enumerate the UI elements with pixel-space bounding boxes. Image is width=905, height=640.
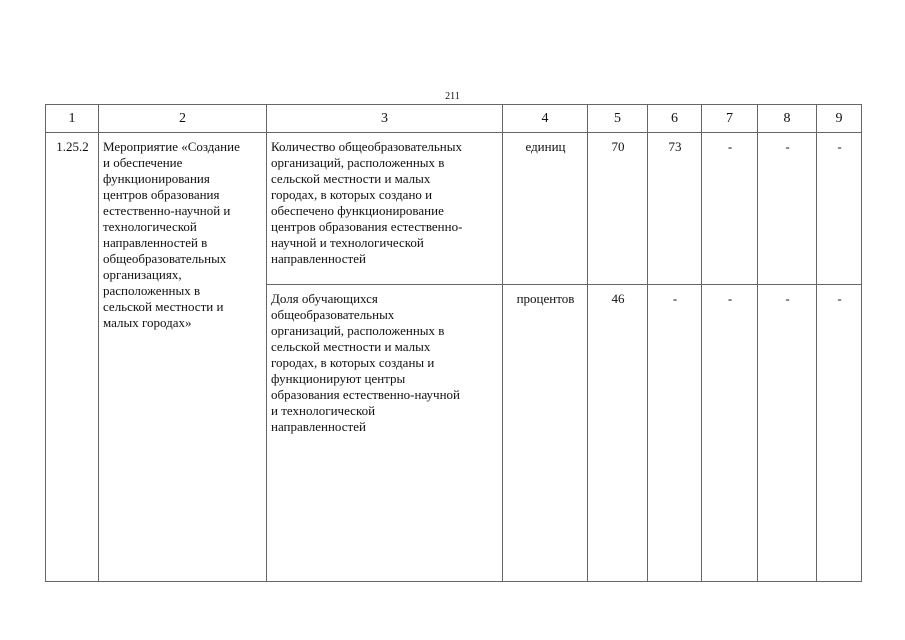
- header-cell: 6: [648, 105, 702, 133]
- indicator-name: Количество общеобразовательных организаций, расположенных в сельской местности и малых городах, в которых создано и обеспечено функционирование центров образования естественно- научной и технологической направленностей: [267, 133, 503, 285]
- row-number: 1.25.2: [46, 133, 99, 582]
- indicator-unit: процентов: [503, 285, 588, 582]
- value-col-7: -: [702, 285, 758, 582]
- value-col-9: -: [817, 285, 862, 582]
- value-col-9: -: [817, 133, 862, 285]
- header-cell: 9: [817, 105, 862, 133]
- value-col-6: -: [648, 285, 702, 582]
- header-cell: 7: [702, 105, 758, 133]
- header-cell: 4: [503, 105, 588, 133]
- header-cell: 5: [588, 105, 648, 133]
- indicator-unit: единиц: [503, 133, 588, 285]
- indicator-name: Доля обучающихся общеобразовательных организаций, расположенных в сельской местности и малых городах, в которых созданы и функционируют центры образования естественно-научной и технологической направленностей: [267, 285, 503, 582]
- value-col-8: -: [758, 285, 817, 582]
- value-col-5: 46: [588, 285, 648, 582]
- value-col-7: -: [702, 133, 758, 285]
- table-row: [46, 133, 862, 285]
- value-col-5: 70: [588, 133, 648, 285]
- header-cell: 3: [267, 105, 503, 133]
- indicator-table: [45, 104, 862, 582]
- header-cell: 1: [46, 105, 99, 133]
- value-col-8: -: [758, 133, 817, 285]
- header-cell: 8: [758, 105, 817, 133]
- header-cell: 2: [99, 105, 267, 133]
- page-number: 211: [445, 91, 460, 102]
- value-col-6: 73: [648, 133, 702, 285]
- activity-name: Мероприятие «Создание и обеспечение функционирования центров образования естественно-научной и технологической направленностей в общеобразовательных организациях, расположенных в сельской местности и малых городах»: [99, 133, 267, 582]
- header-row: [46, 105, 862, 133]
